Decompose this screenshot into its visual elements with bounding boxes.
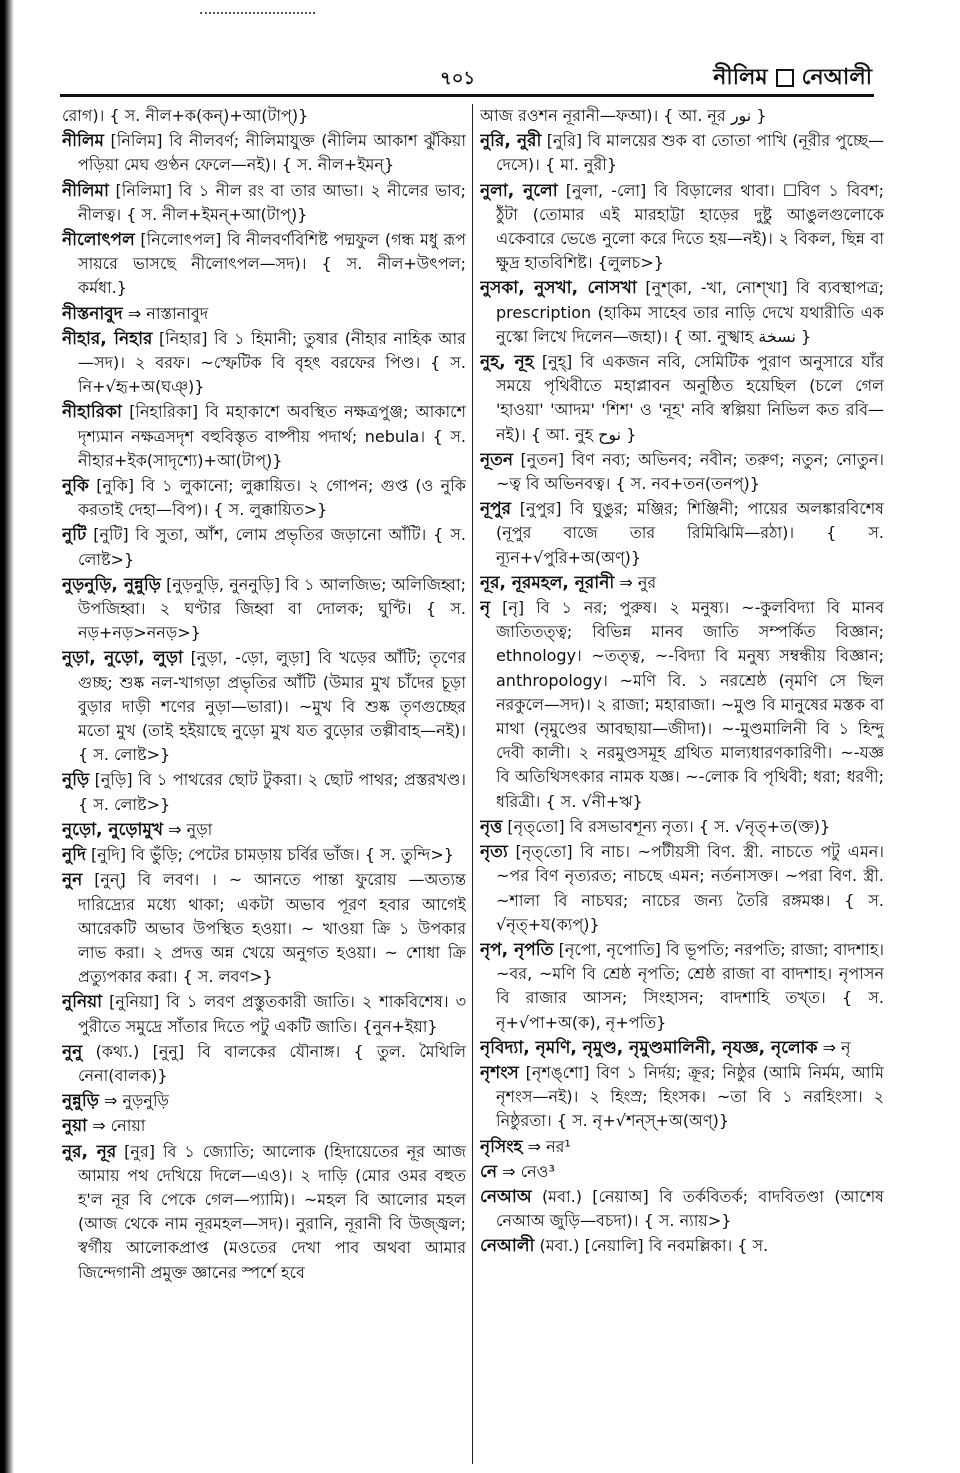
entry-text: [নিলিম] বি নীলবর্ণ; নীলিমাযুক্ত (নীলিম আকাশ ঝুঁকিয়া পড়িয়া মেঘ গুণ্ঠন ফেলে—নই)। { স. নীল+ইমন্} [78, 131, 466, 175]
entry-text: [নুরি] বি মালয়ের শুক বা তোতা পাখি (নূরীর পুচ্ছে—দেসে)। { মা. নুরী} [496, 131, 884, 175]
guide-word-last: নেআলী [801, 65, 872, 90]
dictionary-entry [480, 350, 884, 447]
dictionary-entry [62, 129, 466, 177]
entry-text: [নুকি] বি ১ লুকানো; লুক্কায়িত। ২ গোপন; গুপ্ত (ও নুকি করতাই দেহা—বিপ)। { স. লুক্কায়িত>} [78, 476, 466, 520]
entry-text: ⇒ নৃ [822, 1037, 851, 1057]
page-number: ৭০১ [440, 68, 476, 89]
entry-text: [নুড়নুড়ি, নুননুড়ি] বি ১ আলজিভ; অলিজিহ্বা; উপজিহ্বা। ২ ঘণ্টার জিহ্বা বা দোলক; ঘুণ্টি। { স. নড়+নড়>ননড়>} [78, 574, 466, 643]
dictionary-entry [62, 768, 466, 816]
entry-headword: নেআঅ [480, 1186, 532, 1207]
dictionary-entry [480, 448, 884, 496]
entry-headword: নৃসিংহ [480, 1136, 523, 1157]
entry-text: [নুদি] বি ভুঁড়ি; পেটের চামড়ায় চর্বির ভাঁজ। { স. তুন্দি>} [91, 845, 454, 865]
dictionary-entry [480, 840, 884, 937]
entry-text: [নৃত্‌তো] বি নাচ। ~পটীয়সী বিণ. স্ত্রী. নাচতে পটু এমন। ~পর বিণ নৃত্যরত; নাচছে এমন; নর্তনাসক্ত। ~পরা বিণ. স্ত্রী. ~শালা বি নাচঘর; নাচের জন্য তৈরি রঙ্গমঞ্চ। { স. √নৃত্+য(ক্যপ্)} [496, 842, 884, 934]
entry-text: [নিহার] বি ১ হিমানী; তুষার (নীহার নাহিক আর—সদ)। ২ বরফ। ~স্ফেটিক বি বৃহৎ বরফের পিণ্ড। { স. নি+√হৃ+অ(ঘঞ্)} [78, 328, 466, 397]
dictionary-entry [62, 179, 466, 227]
entry-headword: নূর, নূরমহল, নূরানী [480, 572, 615, 593]
guide-word-first: নীলিম [713, 65, 768, 90]
entry-text: ⇒ নুড়নুড়ি [103, 1091, 169, 1111]
dictionary-entry [62, 302, 466, 326]
entry-headword: নুনু [62, 1041, 83, 1062]
entry-text: [নুলা, -লো] বি বিড়ালের থাবা। ☐বিণ ১ বিবশ; ঠুঁটা (তোমার এই মারহাট্টা হাড়ের দুষ্টু আঙুলগুলোকে একেবারে ভেঙে নুলো করে দিতে হয়—নই)। ২ বিকল, ছিন্ন বা ক্ষুদ্র হাতবিশিষ্ট। {লুলচ>} [496, 180, 884, 273]
dictionary-entry [62, 868, 466, 989]
dictionary-entry [480, 276, 884, 349]
entry-headword: নুড়নুড়ি, নুন্নুড়ি [62, 574, 161, 595]
dictionary-entry [480, 815, 884, 839]
dictionary-entry [480, 1160, 884, 1184]
dictionary-entry [62, 228, 466, 301]
entry-text: [নুড়া, -ড়ো, লুড়া] বি খড়ের আঁটি; তৃণের গুচ্ছ; শুষ্ক নল-খাগড়া প্রভৃতির আঁটি (উমার মুখ চাঁদের চূড়া বুড়ার দাড়ী শণের নুড়া—ভারা)। ~মুখ বি শুষ্ক তৃণগুচ্ছের মতো মুখ (তাই হইয়াছে নুড়ো মুখ যত বুড়োর তল্পীবাহ—নই)। { স. লোষ্ট>} [78, 648, 466, 765]
dictionary-entry [62, 843, 466, 867]
entry-text: রোগ)। { স. নীল+ক(কন্)+আ(টাপ্)} [62, 106, 309, 125]
entry-headword: নৃপ, নৃপতি [480, 939, 554, 960]
entry-text: [নুন্] বি লবণ। । ~ আনতে পান্তা ফুরোয় —অত্যন্ত দারিদ্র্যের মধ্যে থাকা; একটা অভাব পূরণ হবার আগেই আরেকটি অভাব উপস্থিত হওয়া। ~ খাওয়া ক্রি ১ উপকার লাভ করা। ২ প্রদত্ত অন্ন খেয়ে অনুগত হওয়া। ~ শোধা ক্রি প্রত্যুপকার করা। { স. লবণ>} [78, 870, 466, 987]
entry-headword: নুর, নূর [62, 1141, 117, 1162]
dictionary-entry [62, 104, 466, 128]
scan-edge-shadow [0, 0, 14, 1473]
entry-text: [নুটি] বি সুতা, আঁশ, লোম প্রভৃতির জড়ানো আঁটি। { স. লোষ্ট>} [78, 525, 466, 569]
entry-headword: নুন্নুড়ি [62, 1091, 99, 1112]
dictionary-entry [480, 1135, 884, 1159]
entry-headword: নে [480, 1161, 498, 1182]
right-column [480, 104, 884, 1464]
dictionary-entry [480, 1036, 884, 1060]
entry-text: ⇒ নর¹ [527, 1136, 571, 1156]
entry-headword: নৃত্য [480, 842, 508, 863]
entry-text: [নুহ্] বি একজন নবি, সেমিটিক পুরাণ অনুসারে যাঁর সময়ে পৃথিবীতে মহাপ্লাবন অনুষ্ঠিত হয়েছিল (চলে গেল 'হাওয়া' 'আদম' 'শিশ' ও 'নূহ' নবি স্বল্পিয়া নিভিল কত রবি—নই)। { আ. নুহ نوح } [496, 352, 884, 444]
entry-text: ⇒ নুর [619, 572, 657, 592]
entry-text: [নৃশঙ্‌শো] বিণ ১ নির্দয়; ক্রূর; নিষ্ঠুর (আমি নির্মম, আমি নৃশংস—নই)। ২ হিংস্র; হিংসক। ~তা বি ১ নরহিংসা। ২ নিষ্ঠুরতা। { স. নৃ+√শন্‌স্+অ(অণ্)} [496, 1062, 884, 1131]
entry-text: [নুপুর] বি ঘুঙুর; মঞ্জির; শিঞ্জিনী; পায়ের অলঙ্কারবিশেষ (নূপুর বাজে তার রিমিঝিমি—রঠা)। { স. ন্যূন+√পুরি+অ(অণ্)} [496, 499, 884, 567]
dictionary-entry [480, 938, 884, 1035]
dictionary-entry [62, 1140, 466, 1285]
entry-headword: নুলা, নুলো [480, 180, 558, 201]
dictionary-entry [480, 1185, 884, 1233]
entry-headword: নুড়ি [62, 770, 90, 791]
dictionary-entry [480, 104, 884, 128]
top-dotted-rule [200, 12, 315, 14]
entry-headword: নুনিয়া [62, 992, 103, 1013]
entry-headword: নুয়া [62, 1116, 88, 1137]
entry-headword: নীলোৎপল [62, 230, 135, 251]
dictionary-entry [62, 523, 466, 571]
entry-text: [নুশ্‌কা, -খা, নোশ্‌খা] বি ব্যবস্থাপত্র; prescription (হাকিম সাহেব তার নাড়ি দেখে যথারীতি এক নুস্কো লিখে দিলেন—জহা)। { আ. নুস্খাহ نسخة } [496, 278, 884, 346]
entry-headword: নুন [62, 870, 83, 891]
entry-headword: নূপুর [480, 499, 512, 520]
dictionary-entry [62, 1089, 466, 1113]
dictionary-entry [62, 327, 466, 400]
entry-text: (মবা.) [নেয়ালি] বি নবমল্লিকা। { স. [539, 1236, 769, 1256]
entry-text: [নিলোৎপল] বি নীলবর্ণবিশিষ্ট পদ্মফুল (গন্ধ মধু রূপ সায়রে ভাসছে নীলোৎপল—সদ)। { স. নীল+উৎপল; কর্মধা.} [78, 230, 466, 298]
entry-text: [নৃ] বি ১ নর; পুরুষ। ২ মনুষ্য। ~-কুলবিদ্যা বি মানব জাতিতত্ত্ব; বিভিন্ন মানব জাতি সম্পর্কিত বিজ্ঞান; ethnology। ~তত্ত্ব, ~-বিদ্যা বি মনুষ্য সম্বন্ধীয় বিজ্ঞান; anthropology। ~মণি বি. ১ নরশ্রেষ্ঠ (নৃমণি সে ছিল নরকুলে—সদ)। ২ রাজা; মহারাজা। ~মুণ্ড বি মানুষের মস্তক বা মাথা (নৃমুণ্ডের আবছায়া—জীদা)। ~-মুণ্ডমালিনী বি ১ হিন্দু দেবী কালী। ২ নরমুণ্ডসমূহ গ্রথিত মাল্যধারণকারিণী। ~-যজ্ঞ বি অতিথিসৎকার নামক যজ্ঞ। ~-লোক বি পৃথিবী; ধরা; ধরণী; ধরিত্রী। { স. √নী+ঋ} [496, 598, 884, 811]
entry-headword: নুহ, নূহ [480, 352, 534, 373]
entry-headword: নীহার, নিহার [62, 328, 153, 349]
dictionary-entry [62, 400, 466, 473]
dictionary-entry [480, 179, 884, 276]
dictionary-entry [62, 646, 466, 767]
entry-headword: নুটি [62, 525, 87, 546]
guide-words [713, 60, 872, 97]
dictionary-entry [62, 573, 466, 646]
entry-text: ⇒ নাস্তানাবুদ [127, 303, 209, 323]
entry-headword: নুদি [62, 845, 86, 866]
entry-headword: নৃ [480, 598, 491, 619]
entry-headword: নীহারিকা [62, 402, 122, 423]
dictionary-entry [62, 818, 466, 842]
dictionary-entry [62, 990, 466, 1038]
dictionary-entry [480, 129, 884, 177]
entry-text: (মবা.) [নেয়াঅ] বি তর্কবিতর্ক; বাদবিতণ্ডা (আশেষ নেআঅ জুড়ি—বচদা)। { স. ন্যায়>} [496, 1186, 884, 1231]
entry-text: [নুড়ি] বি ১ পাথরের ছোট টুকরা। ২ ছোট পাথর; প্রস্তরখণ্ড। { স. লোষ্ট>} [78, 770, 466, 814]
entry-text: ⇒ নুড়া [168, 819, 213, 839]
entry-text: [নুতন] বিণ নব্য; অভিনব; নবীন; তরুণ; নতুন; নোতুন। ~ত্ব বি অভিনবত্ব। { স. নব+তন(তনপ্)} [496, 449, 884, 494]
entry-headword: নৃবিদ্যা, নৃমণি, নৃমুণ্ড, নৃমুণ্ডমালিনী, নৃযজ্ঞ, নৃলোক [480, 1037, 818, 1058]
entry-headword: নুসকা, নুসখা, নোসখা [480, 278, 637, 299]
entry-headword: নৃত্ত [480, 816, 503, 837]
dictionary-entry [480, 1234, 884, 1258]
entry-headword: নীলিম [62, 131, 104, 152]
entry-headword: নুড়া, নুড়ো, লুড়া [62, 648, 183, 669]
column-divider [472, 104, 473, 1464]
dictionary-entry [480, 596, 884, 814]
entry-text: [নিহারিকা] বি মহাকাশে অবস্থিত নক্ষত্রপুঞ্জ; আকাশে দৃশ্যমান নক্ষত্রসদৃশ বহুবিস্তৃত বাষ্পীয় পদার্থ; nebula। { স. নীহার+ইক(সাদৃশ্যে)+আ(টাপ্)} [78, 402, 466, 470]
dictionary-entry [62, 474, 466, 522]
entry-text: ⇒ নোয়া [92, 1116, 146, 1136]
dictionary-entry [480, 497, 884, 570]
header-rule [60, 94, 874, 97]
entry-headword: নৃশংস [480, 1062, 519, 1083]
entry-text: [নুর] বি ১ জ্যোতি; আলোক (হিদায়েতের নূর আজ আমায় পথ দেখিয়ে দিলে—এও)। ২ দাড়ি (মোর ওমর বহুত হ'ল নূর বি পেকে গেল—প্যামি)। ~মহল বি আলোর মহল (আজ থেকে নাম নূরমহল—সদ)। নুরানি, নূরানী বি উজ্জ্বল; স্বর্গীয় আলোকপ্রাপ্ত (মওতের দেখা পাব অথবা আমার জিন্দেগানী প্রমুক্ত জ্ঞানের স্পর্শে হবে [78, 1141, 466, 1282]
entry-text: [নৃপো, নৃপোতি] বি ভূপতি; নরপতি; রাজা; বাদশাহ। ~বর, ~মণি বি শ্রেষ্ঠ নৃপতি; শ্রেষ্ঠ রাজা বা বাদশাহ। নৃপাসন বি রাজার আসন; সিংহাসন; বাদশাহি তখ্‌ত। { স. নৃ+√পা+অ(ক), নৃ+পতি} [496, 939, 884, 1032]
entry-text: (কথ্য.) [নুনু] বি বালকের যৌনাঙ্গ। { তুল. মৈথিলি নেনা(বালক)} [78, 1041, 466, 1085]
dictionary-entry [62, 1114, 466, 1138]
entry-text: ⇒ নেও³ [502, 1161, 555, 1181]
left-column [62, 104, 466, 1464]
dictionary-entry [62, 1040, 466, 1088]
entry-text: [নুনিয়া] বি ১ লবণ প্রস্তুতকারী জাতি। ২ শাকবিশেষ। ৩ পুরীতে সমুদ্রে সাঁতার দিতে পটু একটি জাতি। {নুন+ইয়া} [78, 992, 466, 1036]
dictionary-entry [480, 571, 884, 595]
entry-headword: নুকি [62, 476, 89, 497]
guide-separator-box [776, 69, 794, 87]
entry-headword: নুরি, নুরী [480, 131, 542, 152]
entry-headword: নীলিমা [62, 180, 109, 201]
entry-headword: নীস্তনাবুদ [62, 303, 123, 324]
entry-text: আজ রওশন নূরানী—ফআ)। { আ. নূর نور } [480, 106, 767, 125]
entry-headword: নেআলী [480, 1236, 535, 1257]
dictionary-entry [480, 1061, 884, 1134]
entry-text: [নৃত্‌তো] বি রসভাবশূন্য নৃত্য। { স. √নৃত্+ত(ক্ত)} [507, 816, 831, 836]
entry-headword: নূতন [480, 449, 514, 470]
entry-text: [নিলিমা] বি ১ নীল রং বা তার আভা। ২ নীলের ভাব; নীলত্ব। { স. নীল+ইমন্+আ(টাপ্)} [78, 180, 466, 224]
entry-headword: নুড়ো, নুড়োমুখ [62, 819, 164, 840]
